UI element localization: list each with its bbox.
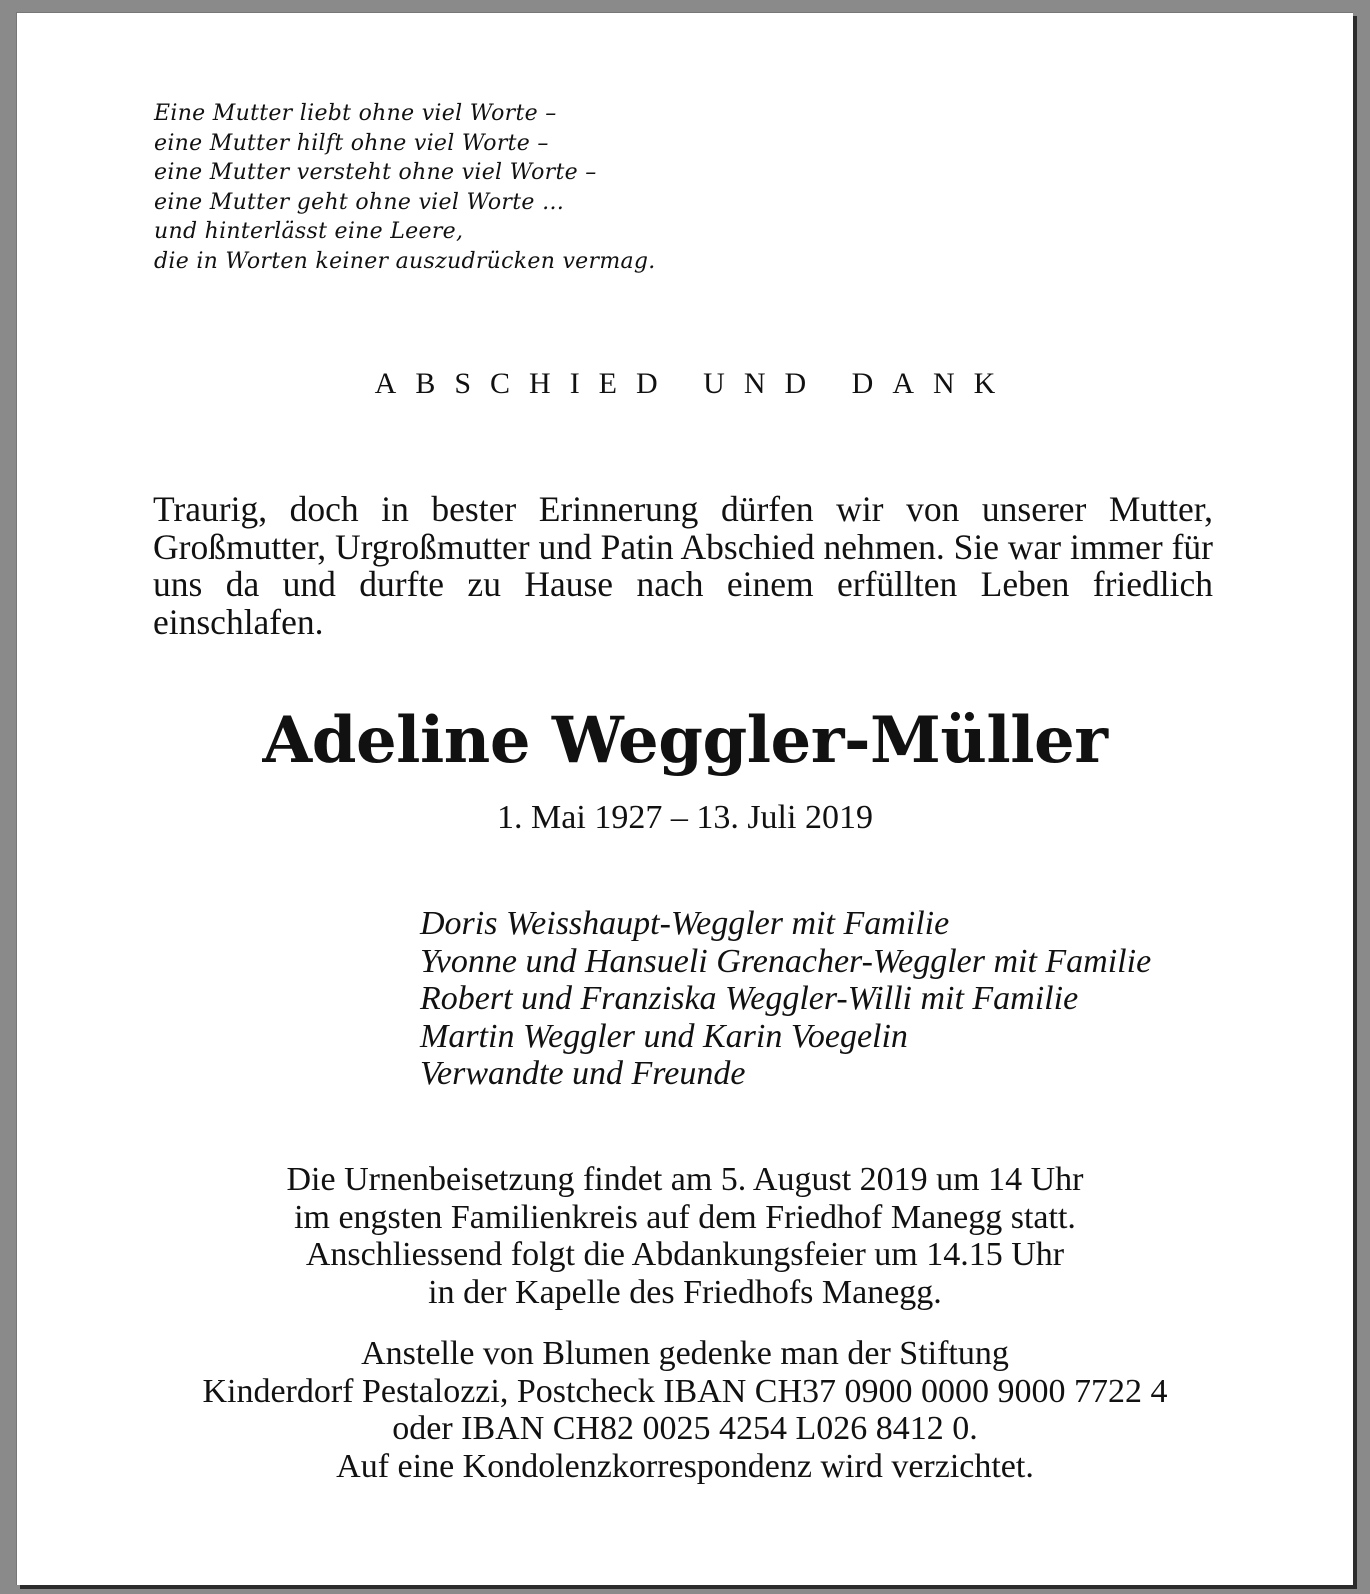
burial-line: im engsten Familienkreis auf dem Friedhof Manegg statt. <box>294 1198 1076 1236</box>
mourner-entry: Robert und Franziska Weggler-Willi mit Familie <box>420 980 1079 1017</box>
burial-line: Die Urnenbeisetzung findet am 5. August 2019 um 14 Uhr <box>286 1161 1084 1198</box>
life-dates: 1. Mai 1927 – 13. Juli 2019 <box>497 799 873 836</box>
mourner-entry: Doris Weisshaupt-Weggler mit Familie <box>420 905 950 942</box>
poem-line: und hinterlässt eine Leere, <box>154 219 464 244</box>
obituary-page <box>16 12 1353 1585</box>
intro-paragraph: Traurig, doch in bester Erinnerung dürfen wir von unserer Mutter, Großmutter, Urgroßmutter und Patin Abschied nehmen. Sie war immer für uns da und durfte zu Hause nach einem erfüllten Leben friedlich einschlafen. <box>153 489 1213 642</box>
poem-line: Eine Mutter liebt ohne viel Worte – <box>154 101 557 126</box>
burial-line: Anschliessend folgt die Abdankungsfeier um 14.15 Uhr <box>305 1236 1065 1273</box>
donation-line: oder IBAN CH82 0025 4254 L026 8412 0. <box>392 1410 978 1447</box>
section-heading: ABSCHIED UND DANK <box>374 367 1015 400</box>
mourner-entry: Martin Weggler und Karin Voegelin <box>420 1017 908 1055</box>
mourners-list <box>420 905 1151 1093</box>
mourner-entry: Verwandte und Freunde <box>420 1055 746 1092</box>
burial-line: in der Kapelle des Friedhofs Manegg. <box>428 1273 942 1311</box>
poem-line: eine Mutter versteht ohne viel Worte – <box>154 160 597 185</box>
burial-notice <box>17 1161 1353 1311</box>
deceased-name: Adeline Weggler-Müller <box>262 703 1108 778</box>
poem-line: eine Mutter hilft ohne viel Worte – <box>154 130 549 156</box>
donation-line: Anstelle von Blumen gedenke man der Stiftung <box>361 1335 1009 1372</box>
donation-line: Auf eine Kondolenzkorrespondenz wird verzichtet. <box>336 1447 1034 1485</box>
poem-line: eine Mutter geht ohne viel Worte … <box>154 189 565 215</box>
donation-notice <box>17 1335 1353 1485</box>
donation-line: Kinderdorf Pestalozzi, Postcheck IBAN CH37 0900 0000 9000 7722 4 <box>202 1372 1168 1410</box>
poem-line: die in Worten keiner auszudrücken vermag. <box>154 248 656 274</box>
mourner-entry: Yvonne und Hansueli Grenacher-Weggler mit Familie <box>420 942 1152 980</box>
poem <box>154 99 656 276</box>
